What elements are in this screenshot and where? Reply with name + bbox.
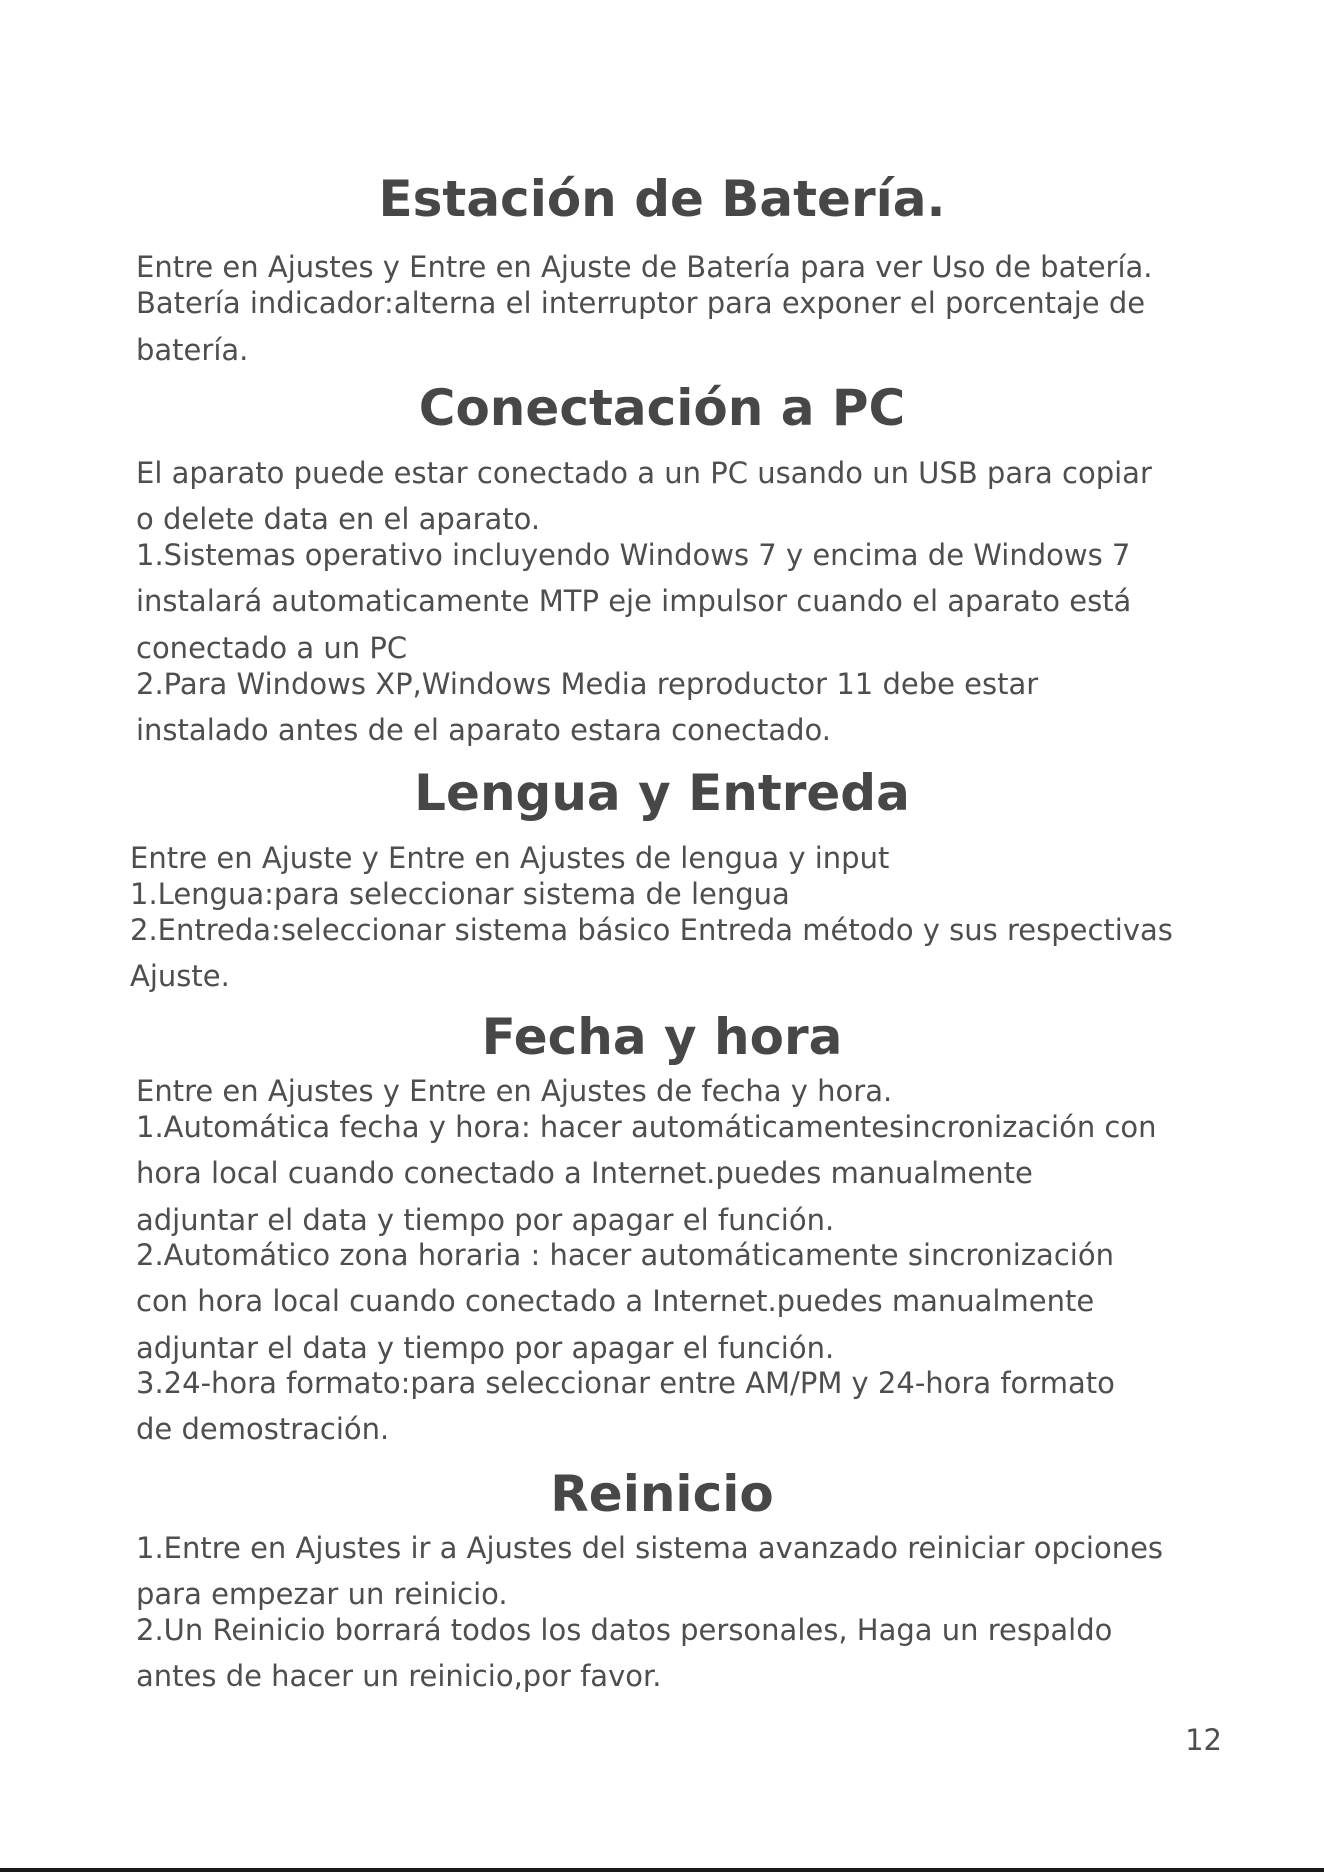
body-line: 1.Lengua:para seleccionar sistema de lengua <box>130 877 790 911</box>
body-line: 2.Un Reinicio borrará todos los datos personales, Haga un respaldo <box>136 1613 1113 1647</box>
body-line: hora local cuando conectado a Internet.puedes manualmente <box>136 1156 1033 1190</box>
section-title-date-time: Fecha y hora <box>481 1008 843 1066</box>
body-line: 3.24-hora formato:para seleccionar entre AM/PM y 24-hora formato <box>136 1366 1115 1400</box>
body-line: 2.Para Windows XP,Windows Media reproductor 11 debe estar <box>136 667 1039 701</box>
body-line: 2.Entreda:seleccionar sistema básico Entreda método y sus respectivas <box>130 913 1173 947</box>
body-line: conectado a un PC <box>136 631 408 665</box>
body-line: 2.Automático zona horaria : hacer automáticamente sincronización <box>136 1238 1114 1272</box>
body-line: adjuntar el data y tiempo por apagar el función. <box>136 1203 835 1237</box>
body-line: 1.Sistemas operativo incluyendo Windows 7 y encima de Windows 7 <box>136 538 1131 572</box>
body-line: o delete data en el aparato. <box>136 502 541 536</box>
body-line: Ajuste. <box>130 959 230 993</box>
body-line: Entre en Ajuste y Entre en Ajustes de lengua y input <box>130 841 890 875</box>
bottom-edge-rule <box>0 1868 1324 1872</box>
body-line: El aparato puede estar conectado a un PC usando un USB para copiar <box>136 456 1152 490</box>
body-line: para empezar un reinicio. <box>136 1577 508 1611</box>
body-line: Batería indicador:alterna el interruptor para exponer el porcentaje de <box>136 286 1146 320</box>
section-title-pc-connection: Conectación a PC <box>418 379 906 437</box>
body-line: 1.Entre en Ajustes ir a Ajustes del sistema avanzado reiniciar opciones <box>136 1531 1164 1565</box>
body-line: con hora local cuando conectado a Internet.puedes manualmente <box>136 1284 1095 1318</box>
section-title-language-input: Lengua y Entreda <box>414 764 910 822</box>
body-line: Entre en Ajustes y Entre en Ajuste de Batería para ver Uso de batería. <box>136 250 1153 284</box>
body-line: 1.Automática fecha y hora: hacer automáticamentesincronización con <box>136 1110 1157 1144</box>
body-line: Entre en Ajustes y Entre en Ajustes de fecha y hora. <box>136 1074 893 1108</box>
page-number: 12 <box>1185 1723 1222 1757</box>
section-title-reset: Reinicio <box>550 1465 774 1523</box>
body-line: adjuntar el data y tiempo por apagar el función. <box>136 1331 835 1365</box>
body-line: antes de hacer un reinicio,por favor. <box>136 1659 662 1693</box>
section-title-battery: Estación de Batería. <box>378 170 946 228</box>
body-line: instalará automaticamente MTP eje impulsor cuando el aparato está <box>136 584 1132 618</box>
body-line: de demostración. <box>136 1412 390 1446</box>
body-line: batería. <box>136 333 249 367</box>
body-line: instalado antes de el aparato estara conectado. <box>136 713 831 747</box>
